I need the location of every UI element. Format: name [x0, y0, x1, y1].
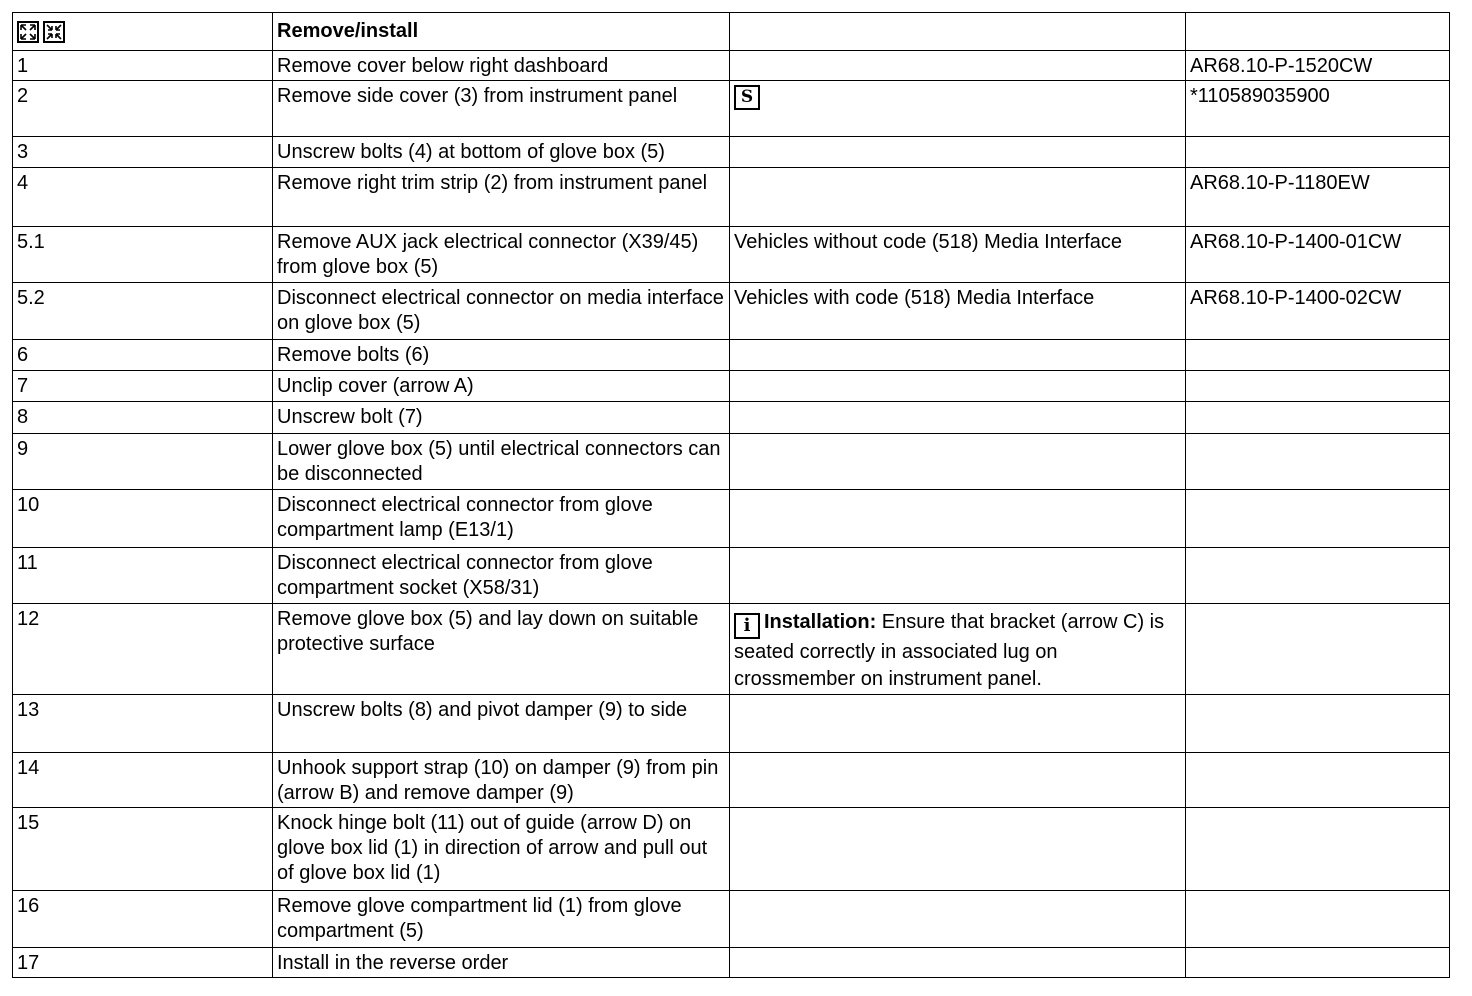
table-row: [13, 283, 1450, 340]
step-number: 1: [13, 51, 273, 81]
step-action: Knock hinge bolt (11) out of guide (arrow D) on glove box lid (1) in direction of arrow and pull out of glove box lid (1): [273, 808, 730, 891]
step-action: Unscrew bolts (4) at bottom of glove box (5): [273, 137, 730, 168]
table-row: [13, 340, 1450, 371]
collapse-icon[interactable]: [43, 21, 65, 43]
step-number: 9: [13, 434, 273, 490]
expand-icon[interactable]: [17, 21, 39, 43]
step-number: 14: [13, 753, 273, 808]
step-note: [730, 402, 1186, 434]
step-reference-link: [1186, 490, 1450, 548]
step-note: [730, 371, 1186, 402]
step-note: [730, 695, 1186, 753]
header-icons-cell: [13, 13, 273, 51]
step-reference-link: [1186, 371, 1450, 402]
step-action: Disconnect electrical connector from glove compartment socket (X58/31): [273, 548, 730, 604]
header-empty-cell: [1186, 13, 1450, 51]
step-number: 13: [13, 695, 273, 753]
table-row: [13, 371, 1450, 402]
table-row: [13, 808, 1450, 891]
step-action: Lower glove box (5) until electrical connectors can be disconnected: [273, 434, 730, 490]
table-row: [13, 137, 1450, 168]
table-row: [13, 402, 1450, 434]
step-note: [730, 51, 1186, 81]
step-action: Remove glove compartment lid (1) from glove compartment (5): [273, 891, 730, 948]
table-row: [13, 81, 1450, 137]
step-reference-link: [1186, 548, 1450, 604]
step-note: [730, 340, 1186, 371]
step-reference-link: [1186, 604, 1450, 695]
header-title: Remove/install: [273, 13, 730, 51]
table-row: [13, 490, 1450, 548]
table-row: [13, 227, 1450, 283]
table-row: [13, 604, 1450, 695]
step-action: Install in the reverse order: [273, 948, 730, 978]
table-row: [13, 168, 1450, 227]
step-action: Unscrew bolt (7): [273, 402, 730, 434]
step-number: 15: [13, 808, 273, 891]
step-action: Remove glove box (5) and lay down on suitable protective surface: [273, 604, 730, 695]
step-number: 2: [13, 81, 273, 137]
header-empty-cell: [730, 13, 1186, 51]
step-action: Remove bolts (6): [273, 340, 730, 371]
step-number: 10: [13, 490, 273, 548]
step-number: 11: [13, 548, 273, 604]
step-note: [730, 490, 1186, 548]
step-reference-link: [1186, 753, 1450, 808]
step-action: Disconnect electrical connector on media interface on glove box (5): [273, 283, 730, 340]
step-note: [730, 948, 1186, 978]
table-row: [13, 695, 1450, 753]
step-number: 5.2: [13, 283, 273, 340]
step-reference-link[interactable]: AR68.10-P-1400-02CW: [1186, 283, 1450, 340]
step-reference-link: [1186, 402, 1450, 434]
installation-label: Installation:: [764, 611, 877, 633]
step-action: Remove side cover (3) from instrument panel: [273, 81, 730, 137]
step-reference-link: [1186, 137, 1450, 168]
table-row: [13, 548, 1450, 604]
step-number: 4: [13, 168, 273, 227]
special-tool-icon[interactable]: S: [734, 85, 760, 110]
table-row: [13, 51, 1450, 81]
procedure-table: [12, 12, 1450, 978]
step-action: Unclip cover (arrow A): [273, 371, 730, 402]
step-number: 17: [13, 948, 273, 978]
step-note: [730, 81, 1186, 137]
step-note: [730, 753, 1186, 808]
step-reference-link[interactable]: AR68.10-P-1520CW: [1186, 51, 1450, 81]
step-reference-link: [1186, 948, 1450, 978]
step-reference-link: [1186, 434, 1450, 490]
installation-note: Ensure that bracket (arrow C) is seated correctly in associated lug on crossmember on instrument panel.: [734, 611, 1165, 690]
step-action: Disconnect electrical connector from glove compartment lamp (E13/1): [273, 490, 730, 548]
step-note: [730, 548, 1186, 604]
step-reference-link: [1186, 695, 1450, 753]
step-note: Vehicles without code (518) Media Interface: [730, 227, 1186, 283]
step-number: 12: [13, 604, 273, 695]
step-action: Remove cover below right dashboard: [273, 51, 730, 81]
step-note: [730, 604, 1186, 695]
table-row: [13, 434, 1450, 490]
step-number: 5.1: [13, 227, 273, 283]
step-number: 6: [13, 340, 273, 371]
step-reference-link: [1186, 891, 1450, 948]
step-note: [730, 137, 1186, 168]
step-number: 16: [13, 891, 273, 948]
step-reference-link[interactable]: AR68.10-P-1400-01CW: [1186, 227, 1450, 283]
info-icon[interactable]: i: [734, 613, 760, 639]
step-action: Unscrew bolts (8) and pivot damper (9) to side: [273, 695, 730, 753]
step-reference-link: [1186, 340, 1450, 371]
step-note: [730, 168, 1186, 227]
step-reference-link[interactable]: AR68.10-P-1180EW: [1186, 168, 1450, 227]
step-note: Vehicles with code (518) Media Interface: [730, 283, 1186, 340]
table-row: [13, 753, 1450, 808]
table-row: [13, 948, 1450, 978]
step-note: [730, 808, 1186, 891]
step-reference-link[interactable]: *110589035900: [1186, 81, 1450, 137]
step-action: Unhook support strap (10) on damper (9) from pin (arrow B) and remove damper (9): [273, 753, 730, 808]
step-action: Remove right trim strip (2) from instrument panel: [273, 168, 730, 227]
step-reference-link: [1186, 808, 1450, 891]
step-number: 7: [13, 371, 273, 402]
step-action: Remove AUX jack electrical connector (X39/45) from glove box (5): [273, 227, 730, 283]
step-number: 3: [13, 137, 273, 168]
table-header-row: [13, 13, 1450, 51]
step-note: [730, 891, 1186, 948]
table-row: [13, 891, 1450, 948]
step-number: 8: [13, 402, 273, 434]
step-note: [730, 434, 1186, 490]
